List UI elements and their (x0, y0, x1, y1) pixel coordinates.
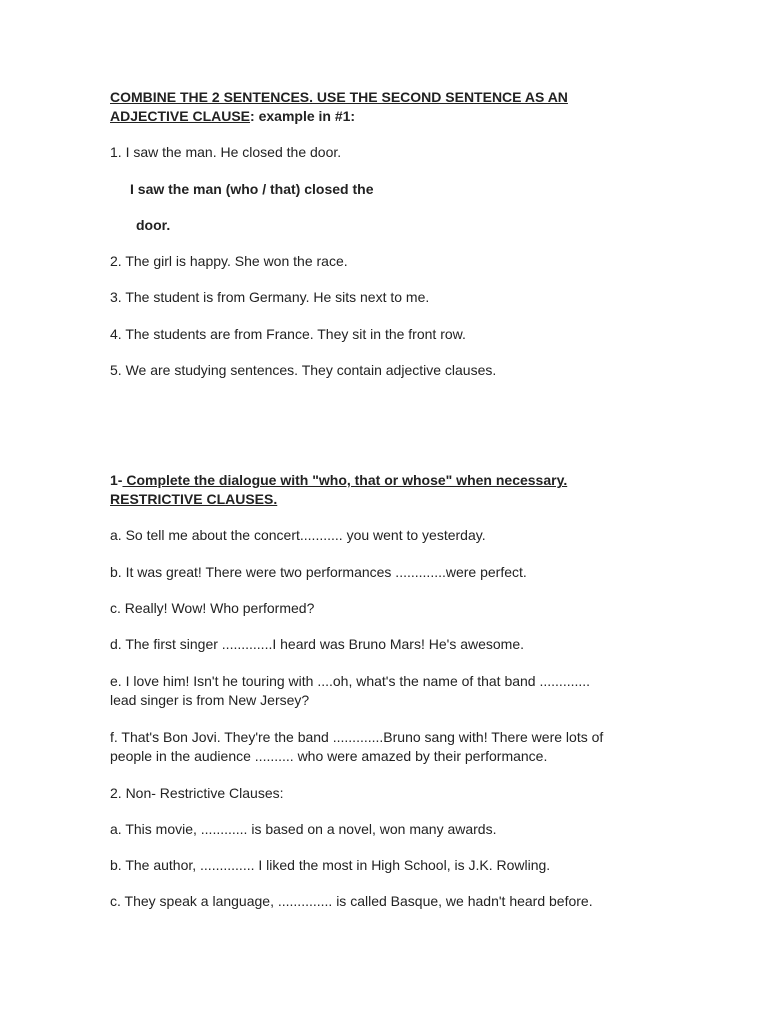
section1-heading-line1: COMBINE THE 2 SENTENCES. USE THE SECOND SENTENCE AS AN (110, 89, 568, 105)
section2-item-f-line1: f. That's Bon Jovi. They're the band .............Bruno sang with! There were lots of (110, 729, 604, 745)
section2-heading-text: Complete the dialogue with "who, that or whose" when necessary. (122, 472, 568, 488)
section1-item-2: 2. The girl is happy. She won the race. (110, 253, 348, 269)
section3-item-b: b. The author, .............. I liked the most in High School, is J.K. Rowling. (110, 857, 551, 873)
example-answer-line2: door. (136, 217, 171, 233)
section1-heading-line2 (110, 107, 355, 126)
section2-item-f-line2: people in the audience .......... who were amazed by their performance. (110, 748, 548, 764)
section2-number: 1- (110, 472, 123, 488)
example-answer-line1: I saw the man (who / that) closed the (130, 181, 374, 197)
section1-item-5: 5. We are studying sentences. They contain adjective clauses. (110, 362, 497, 378)
section2-item-c: c. Really! Wow! Who performed? (110, 600, 315, 616)
section2-heading-line2: RESTRICTIVE CLAUSES. (110, 491, 278, 507)
section1-item-1: 1. I saw the man. He closed the door. (110, 144, 342, 160)
section2-item-e-line2: lead singer is from New Jersey? (110, 692, 310, 708)
section1-heading-adjective-clause: ADJECTIVE CLAUSE (110, 108, 251, 124)
section2-item-a: a. So tell me about the concert........... you went to yesterday. (110, 527, 486, 543)
section1-heading-colon: : (250, 108, 259, 124)
section3-heading: 2. Non- Restrictive Clauses: (110, 785, 284, 801)
section3-item-a: a. This movie, ............ is based on a novel, won many awards. (110, 821, 497, 837)
section2-item-b: b. It was great! There were two performances .............were perfect. (110, 564, 527, 580)
section2-item-d: d. The first singer .............I heard was Bruno Mars! He's awesome. (110, 636, 525, 652)
section2-heading-line1 (110, 471, 567, 490)
section3-item-c: c. They speak a language, .............. is called Basque, we hadn't heard before. (110, 893, 593, 909)
section1-item-3: 3. The student is from Germany. He sits next to me. (110, 289, 430, 305)
section1-heading-example: example in #1: (258, 108, 356, 124)
section1-item-4: 4. The students are from France. They sit in the front row. (110, 326, 466, 342)
section2-item-e-line1: e. I love him! Isn't he touring with ....oh, what's the name of that band ............. (110, 673, 591, 689)
